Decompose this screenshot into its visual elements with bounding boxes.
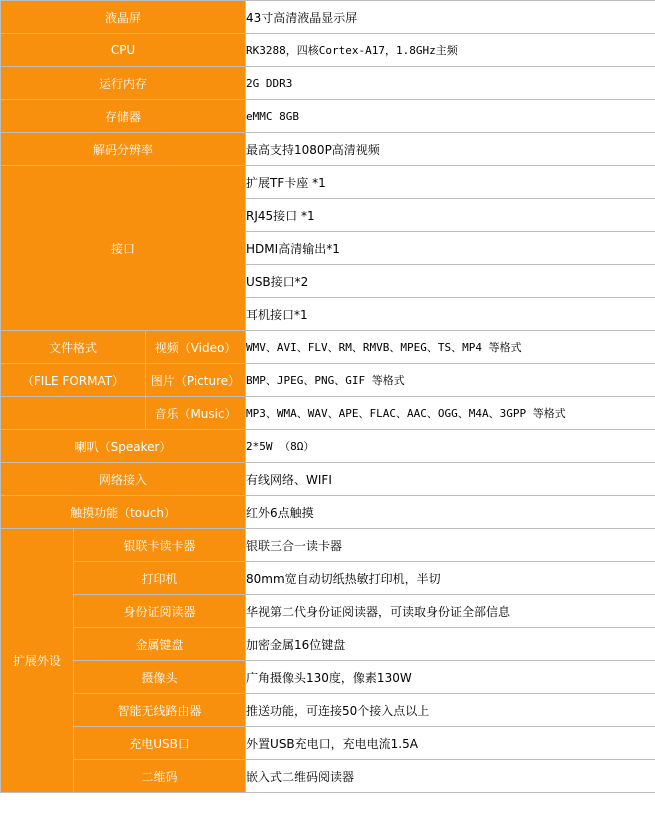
- table-row: [1, 1, 655, 34]
- table-row: [1, 133, 655, 166]
- interface-item: RJ45接口 *1: [246, 199, 655, 232]
- interface-item: 扩展TF卡座 *1: [246, 166, 655, 199]
- spec-label-touch: 触摸功能（touch）: [1, 496, 246, 529]
- spec-value-ram: 2G DDR3: [246, 67, 655, 100]
- spec-label-file-format: 文件格式: [1, 331, 146, 364]
- peripheral-value: 广角摄像头130度，像素130W: [246, 661, 655, 694]
- table-row: [1, 463, 655, 496]
- peripheral-label: 金属键盘: [74, 628, 246, 661]
- spec-label-ram: 运行内存: [1, 67, 246, 100]
- spec-label-interfaces: 接口: [1, 166, 246, 331]
- table-row: [1, 430, 655, 463]
- peripheral-label: 打印机: [74, 562, 246, 595]
- interface-item: 耳机接口*1: [246, 298, 655, 331]
- format-value-video: WMV、AVI、FLV、RM、RMVB、MPEG、TS、MP4 等格式: [246, 331, 655, 364]
- spec-label-storage: 存储器: [1, 100, 246, 133]
- spec-value-lcd: 43寸高清液晶显示屏: [246, 1, 655, 34]
- table-row: [1, 760, 655, 793]
- peripheral-label: 二维码: [74, 760, 246, 793]
- peripheral-value: 加密金属16位键盘: [246, 628, 655, 661]
- table-row: [1, 397, 655, 430]
- table-row: [1, 67, 655, 100]
- format-value-picture: BMP、JPEG、PNG、GIF 等格式: [246, 364, 655, 397]
- peripheral-label: 摄像头: [74, 661, 246, 694]
- interface-item: HDMI高清输出*1: [246, 232, 655, 265]
- format-label-music: 音乐（Music）: [146, 397, 246, 430]
- peripheral-label: 银联卡读卡器: [74, 529, 246, 562]
- table-row: [1, 496, 655, 529]
- table-row: [1, 727, 655, 760]
- spec-value-cpu: RK3288，四核Cortex-A17，1.8GHz主频: [246, 34, 655, 67]
- peripheral-value: 推送功能，可连接50个接入点以上: [246, 694, 655, 727]
- peripheral-value: 银联三合一读卡器: [246, 529, 655, 562]
- table-row: [1, 364, 655, 397]
- table-row: [1, 562, 655, 595]
- format-label-video: 视频（Video）: [146, 331, 246, 364]
- peripheral-value: 80mm宽自动切纸热敏打印机，半切: [246, 562, 655, 595]
- table-row: [1, 34, 655, 67]
- peripheral-label: 充电USB口: [74, 727, 246, 760]
- table-row: [1, 331, 655, 364]
- spec-value-network: 有线网络、WIFI: [246, 463, 655, 496]
- peripheral-value: 嵌入式二维码阅读器: [246, 760, 655, 793]
- spec-value-storage: eMMC 8GB: [246, 100, 655, 133]
- format-label-spacer: [1, 397, 146, 430]
- spec-value-resolution: 最高支持1080P高清视频: [246, 133, 655, 166]
- interface-item: USB接口*2: [246, 265, 655, 298]
- table-row: [1, 529, 655, 562]
- peripheral-value: 外置USB充电口，充电电流1.5A: [246, 727, 655, 760]
- table-row: [1, 661, 655, 694]
- spec-value-speaker: 2*5W （8Ω）: [246, 430, 655, 463]
- table-row: [1, 628, 655, 661]
- spec-label-speaker: 喇叭（Speaker）: [1, 430, 246, 463]
- peripheral-value: 华视第二代身份证阅读器，可读取身份证全部信息: [246, 595, 655, 628]
- spec-label-lcd: 液晶屏: [1, 1, 246, 34]
- table-row: [1, 595, 655, 628]
- spec-value-touch: 红外6点触摸: [246, 496, 655, 529]
- format-label-picture: 图片（Picture）: [146, 364, 246, 397]
- peripheral-label: 智能无线路由器: [74, 694, 246, 727]
- spec-label-network: 网络接入: [1, 463, 246, 496]
- peripheral-label: 身份证阅读器: [74, 595, 246, 628]
- format-value-music: MP3、WMA、WAV、APE、FLAC、AAC、OGG、M4A、3GPP 等格式: [246, 397, 655, 430]
- spec-label-peripherals: 扩展外设: [1, 529, 74, 793]
- table-row: [1, 166, 655, 199]
- table-row: [1, 100, 655, 133]
- spec-label-resolution: 解码分辨率: [1, 133, 246, 166]
- spec-label-file-format-en: （FILE FORMAT）: [1, 364, 146, 397]
- spec-label-cpu: CPU: [1, 34, 246, 67]
- table-row: [1, 694, 655, 727]
